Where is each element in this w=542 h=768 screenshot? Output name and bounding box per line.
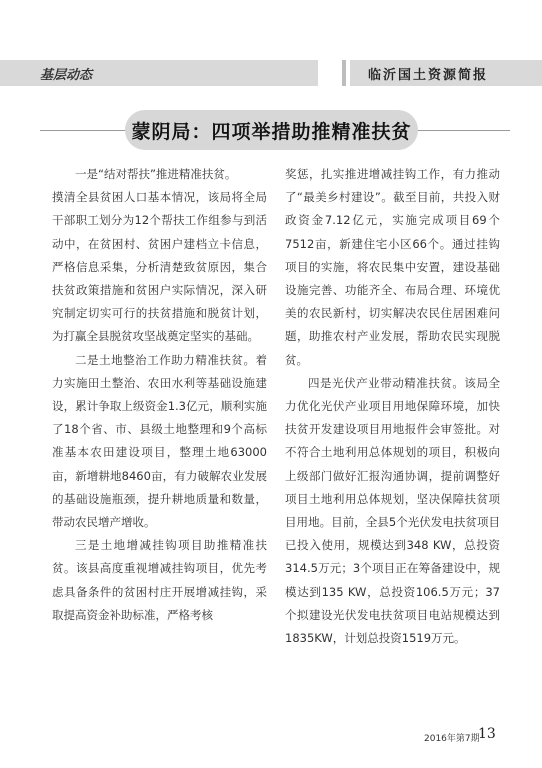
paragraph: 奖惩，扎实推进增减挂钩工作，有力推动了“最美乡村建设”。截至目前，共投入财政资金7.12亿元，实施完成项目69个7512亩，新建住宅小区66个。通过挂钩项目的实施，将农民集中安置，建设基础设施完善、功能齐全、布局合理、环境优美的农民新村，切实解决农民住居困难问题，助推农村产业发展，帮助农民实现脱贫。 [285, 167, 500, 367]
publication-name: 临沂国土资源简报 [368, 68, 489, 83]
section-label: 基层动态 [40, 68, 93, 83]
issue-label: 2016年第7期 [424, 734, 480, 744]
left-column [52, 163, 267, 627]
page-footer [420, 726, 500, 746]
article-title: 蒙阴局：四项举措助推精准扶贫 [131, 121, 412, 143]
paragraph: 一是“结对帮扶”推进精准扶贫。 [75, 167, 237, 181]
right-column [285, 163, 500, 650]
paragraph: 四是光伏产业带动精准扶贫。该局全力优化光伏产业项目用地保障环境，加快扶贫开发建设项目用地报件会审签批。对不符合土地利用总体规划的项目，积极向上级部门做好汇报沟通协调，提前调整好项目土地利用总体规划，坚决保障扶贫项目用地。目前，全县5个光伏发电扶贫项目已投入使用，规模达到348 KW，总投资314.5万元；3个项目正在筹备建设中，规模达到135 KW，总投资106.5万元；37个拟建设光伏发电扶贫项目电站规模达到1835KW，计划总投资1519万元。 [285, 375, 500, 646]
title-pill [125, 110, 418, 150]
article-title-block [0, 110, 542, 150]
paragraph: 三是土地增减挂钩项目助推精准扶贫。该县高度重视增减挂钩项目，优先考虑具备条件的贫困村庄开展增减挂钩，采取提高资金补助标准，严格考核 [52, 538, 267, 622]
paragraph: 二是土地整治工作助力精准扶贫。着力实施田土整治、农田水利等基础设施建设，累计争取上级资金1.3亿元，顺利实施了18个省、市、县级土地整理和9个高标准基本农田建设项目，整理土地63000亩，新增耕地8460亩，有力破解农业发展的基础设施瓶颈，提升耕地质量和数量，带动农民增产增收。 [52, 352, 267, 530]
page-header [0, 60, 542, 86]
paragraph: 摸清全县贫困人口基本情况，该局将全局干部职工划分为12个帮扶工作组参与到活动中，在贫困村、贫困户建档立卡信息，严格信息采集，分析清楚致贫原因，集合扶贫政策措施和贫困户实际情况，深入研究制定切实可行的扶贫措施和脱贫计划，为打赢全县脱贫攻坚战奠定坚实的基础。 [52, 190, 267, 344]
header-divider [342, 60, 346, 86]
page-number: 13 [478, 726, 496, 742]
publication-banner [350, 60, 542, 86]
section-banner [0, 60, 318, 86]
